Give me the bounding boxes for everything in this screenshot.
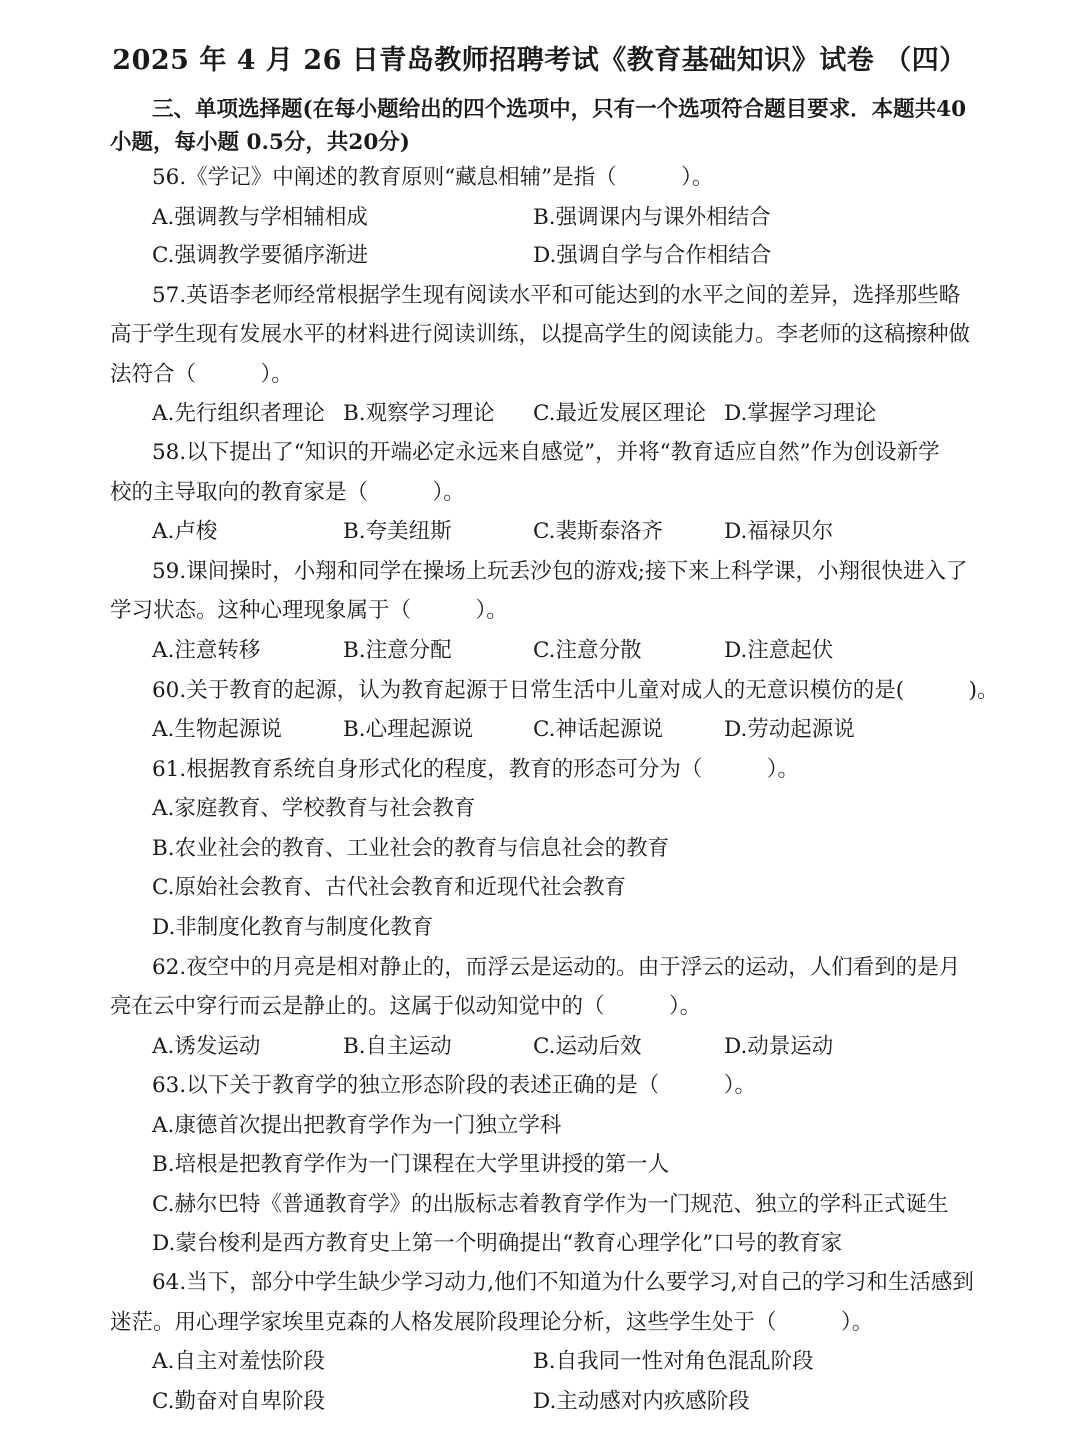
- section-instruction-line-2: 小题，每小题 0.5分，共20分): [110, 130, 410, 155]
- question-61-option-d: D.非制度化教育与制度化教育: [152, 915, 434, 940]
- question-57-stem-line-3: 法符合（ ）。: [110, 362, 293, 387]
- question-63-option-c: C.赫尔巴特《普通教育学》的出版标志着教育学作为一门规范、独立的学科正式诞生: [152, 1192, 949, 1217]
- question-63-option-a: A.康德首次提出把教育学作为一门独立学科: [152, 1113, 562, 1138]
- question-57-option-c: C.最近发展区理论: [533, 401, 707, 426]
- question-57-option-b: B.观察学习理论: [343, 401, 495, 426]
- section-instruction-line-1: 三、单项选择题(在每小题给出的四个选项中，只有一个选项符合题目要求．本题共40: [152, 97, 967, 122]
- question-59-stem-line-1: 59.课间操时，小翔和同学在操场上玩丢沙包的游戏;接下来上科学课，小翔很快进入了: [152, 559, 968, 584]
- question-60-option-b: B.心理起源说: [343, 717, 474, 742]
- question-58-option-c: C.裴斯泰洛齐: [533, 519, 664, 544]
- question-60-option-c: C.神话起源说: [533, 717, 664, 742]
- question-61-option-c: C.原始社会教育、古代社会教育和近现代社会教育: [152, 875, 627, 900]
- question-58-option-a: A.卢梭: [152, 519, 218, 544]
- question-59-option-b: B.注意分配: [343, 638, 452, 663]
- page-title: 2025 年 4 月 26 日青岛教师招聘考试《教育基础知识》试卷 （四）: [112, 45, 967, 76]
- question-57-option-d: D.掌握学习理论: [724, 401, 877, 426]
- question-63-option-b: B.培根是把教育学作为一门课程在大学里讲授的第一人: [152, 1152, 670, 1177]
- question-64-option-d: D.主动感对内疚感阶段: [533, 1389, 750, 1414]
- question-64-stem-line-2: 迷茫。用心理学家埃里克森的人格发展阶段理论分析，这些学生处于（ ）。: [110, 1310, 874, 1335]
- question-61-stem: 61.根据教育系统自身形式化的程度，教育的形态可分为（ ）。: [152, 757, 799, 782]
- question-57-stem-line-1: 57.英语李老师经常根据学生现有阅读水平和可能达到的水平之间的差异，选择那些略: [152, 283, 961, 308]
- question-60-option-d: D.劳动起源说: [724, 717, 855, 742]
- question-62-option-b: B.自主运动: [343, 1034, 452, 1059]
- question-58-option-b: B.夸美纽斯: [343, 519, 452, 544]
- question-56-option-d: D.强调自学与合作相结合: [533, 243, 772, 268]
- question-56-option-b: B.强调课内与课外相结合: [533, 205, 771, 230]
- question-56-option-a: A.强调教与学相辅相成: [152, 205, 368, 230]
- question-56-option-c: C.强调教学要循序渐进: [152, 243, 369, 268]
- question-61-option-b: B.农业社会的教育、工业社会的教育与信息社会的教育: [152, 836, 670, 861]
- question-62-stem-line-1: 62.夜空中的月亮是相对静止的，而浮云是运动的。由于浮云的运动，人们看到的是月: [152, 955, 961, 980]
- question-57-option-a: A.先行组织者理论: [152, 401, 325, 426]
- question-62-option-a: A.诱发运动: [152, 1034, 261, 1059]
- question-58-option-d: D.福禄贝尔: [724, 519, 834, 544]
- question-64-option-c: C.勤奋对自卑阶段: [152, 1389, 326, 1414]
- question-62-stem-line-2: 亮在云中穿行而云是静止的。这属于似动知觉中的（ ）。: [110, 994, 702, 1019]
- question-64-option-a: A.自主对羞怯阶段: [152, 1349, 325, 1374]
- question-58-stem-line-1: 58.以下提出了“知识的开端必定永远来自感觉”，并将“教育适应自然”作为创设新学: [152, 440, 940, 465]
- question-64-option-b: B.自我同一性对角色混乱阶段: [533, 1349, 814, 1374]
- question-63-stem: 63.以下关于教育学的独立形态阶段的表述正确的是（ ）。: [152, 1073, 756, 1098]
- question-63-option-d: D.蒙台梭利是西方教育史上第一个明确提出“教育心理学化”口号的教育家: [152, 1231, 843, 1256]
- question-60-stem: 60.关于教育的起源，认为教育起源于日常生活中儿童对成人的无意识模仿的是( )。: [152, 678, 999, 703]
- question-59-option-d: D.注意起伏: [724, 638, 834, 663]
- question-57-stem-line-2: 高于学生现有发展水平的材料进行阅读训练，以提高学生的阅读能力。李老师的这稿擦种做: [110, 322, 971, 347]
- question-60-option-a: A.生物起源说: [152, 717, 282, 742]
- question-64-stem-line-1: 64.当下，部分中学生缺少学习动力,他们不知道为什么要学习,对自己的学习和生活感到: [152, 1270, 974, 1295]
- question-61-option-a: A.家庭教育、学校教育与社会教育: [152, 796, 476, 821]
- question-62-option-c: C.运动后效: [533, 1034, 642, 1059]
- question-62-option-d: D.动景运动: [724, 1034, 834, 1059]
- question-58-stem-line-2: 校的主导取向的教育家是（ ）。: [110, 480, 465, 505]
- question-59-stem-line-2: 学习状态。这种心理现象属于（ ）。: [110, 598, 508, 623]
- question-56-stem: 56.《学记》中阐述的教育原则“藏息相辅”是指（ ）。: [152, 165, 714, 190]
- question-59-option-c: C.注意分散: [533, 638, 642, 663]
- question-59-option-a: A.注意转移: [152, 638, 261, 663]
